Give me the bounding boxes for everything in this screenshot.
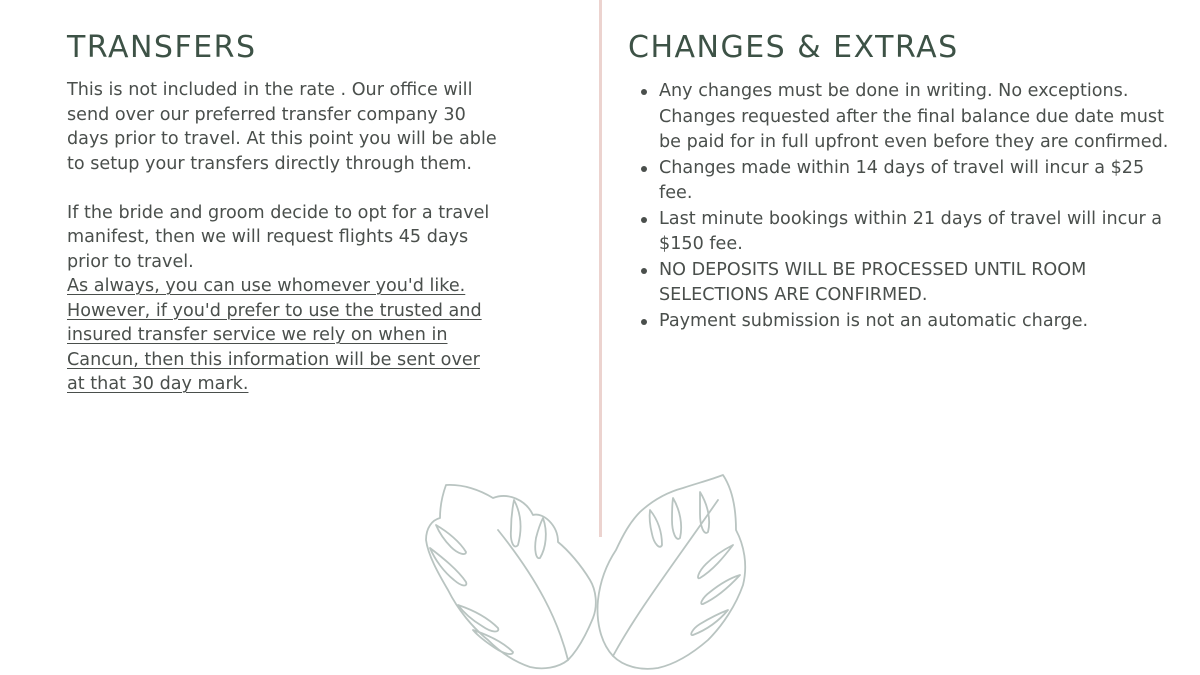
- list-item: Last minute bookings within 21 days of travel will incur a $150 fee.: [659, 207, 1169, 258]
- left-leaf-slit: [473, 630, 513, 654]
- list-item: Changes made within 14 days of travel will incur a $25 fee.: [659, 156, 1169, 207]
- left-leaf-outline: [426, 485, 596, 668]
- changes-extras-list: [659, 79, 1169, 334]
- left-leaf-slit: [436, 525, 466, 554]
- transfers-paragraph-3: As always, you can use whomever you'd like. However, if you'd prefer to use the trusted and insured transfer service we rely on when in Cancun, then this information will be sent over at that 30 day mark.: [67, 276, 482, 394]
- center-divider: [599, 0, 602, 537]
- right-leaf-slit: [700, 492, 709, 533]
- transfers-heading: TRANSFERS: [67, 30, 257, 65]
- list-item: NO DEPOSITS WILL BE PROCESSED UNTIL ROOM SELECTIONS ARE CONFIRMED.: [659, 258, 1169, 309]
- transfers-paragraph-1: This is not included in the rate . Our office will send over our preferred transfer company 30 days prior to travel. At this point you will be able to setup your transfers directly through them.: [67, 80, 497, 174]
- right-leaf-slit: [701, 575, 740, 604]
- right-leaf-vein: [613, 500, 718, 656]
- changes-extras-heading: CHANGES & EXTRAS: [628, 30, 959, 65]
- transfers-paragraph-2: If the bride and groom decide to opt for a travel manifest, then we will request flights 45 days prior to travel.: [67, 202, 490, 272]
- right-leaf-slit: [698, 545, 733, 578]
- monstera-leaves-icon: [418, 470, 768, 675]
- right-leaf-outline: [598, 475, 746, 669]
- left-leaf-slit: [511, 500, 521, 547]
- transfers-body: [67, 78, 497, 397]
- right-leaf-slit: [672, 498, 681, 539]
- left-leaf-slit: [458, 605, 498, 632]
- paragraph-spacer: [67, 176, 497, 201]
- list-item: Payment submission is not an automatic charge.: [659, 309, 1169, 335]
- right-leaf-slit: [650, 510, 662, 547]
- left-leaf-vein: [498, 530, 568, 660]
- list-item: Any changes must be done in writing. No exceptions. Changes requested after the final balance due date must be paid for in full upfront even before they are confirmed.: [659, 79, 1169, 156]
- left-leaf-slit: [535, 518, 546, 558]
